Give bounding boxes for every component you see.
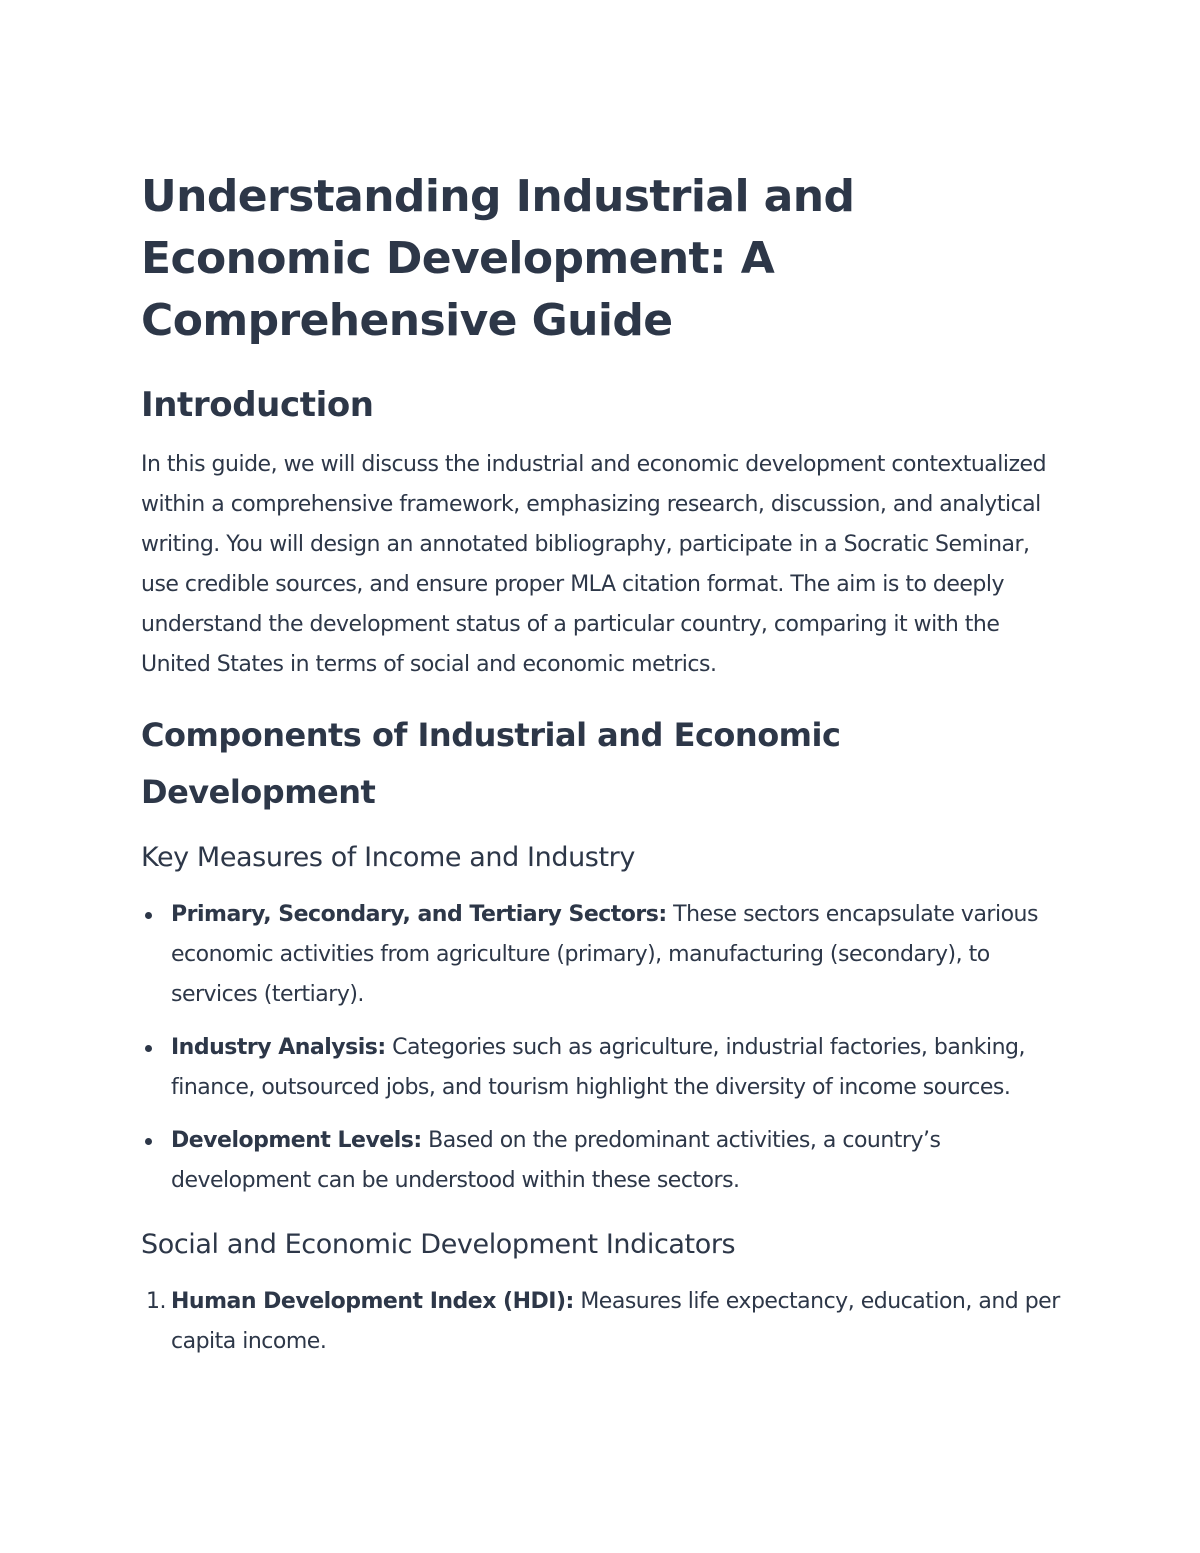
key-measures-heading: Key Measures of Income and Industry <box>141 842 635 873</box>
list-item-number: 1. <box>146 1289 166 1314</box>
indicators-list <box>141 1282 1071 1362</box>
list-item-term: Development Levels: <box>171 1128 422 1153</box>
key-measures-list <box>141 895 1071 1201</box>
document-page <box>141 166 1071 1362</box>
list-item-term: Industry Analysis: <box>171 1035 386 1060</box>
list-item <box>141 1028 1071 1108</box>
introduction-heading: Introduction <box>141 385 374 425</box>
list-item-text: These sectors encapsulate various economic activities from agriculture (primary), manufacturing (secondary), to services (tertiary). <box>171 902 1038 1007</box>
list-item-term: Human Development Index (HDI): <box>171 1289 574 1314</box>
components-heading: Components of Industrial and Economic Development <box>141 716 841 811</box>
introduction-paragraph: In this guide, we will discuss the industrial and economic development contextualized within a comprehensive framework, emphasizing research, discussion, and analytical writing. You will design an annotated bibliography, participate in a Socratic Seminar, use credible sources, and ensure proper MLA citation format. The aim is to deeply understand the development status of a particular country, comparing it with the United States in terms of social and economic metrics. <box>141 452 1047 677</box>
indicators-heading: Social and Economic Development Indicators <box>141 1229 736 1260</box>
list-item-text: Measures life expectancy, education, and per capita income. <box>171 1289 1060 1354</box>
list-item-text: Categories such as agriculture, industrial factories, banking, finance, outsourced jobs, and tourism highlight the diversity of income sources. <box>171 1035 1026 1100</box>
list-item-term: Primary, Secondary, and Tertiary Sectors: <box>171 902 667 927</box>
list-item <box>141 895 1071 1015</box>
page-title: Understanding Industrial and Economic Development: A Comprehensive Guide <box>141 171 855 346</box>
list-item <box>141 1121 1071 1201</box>
list-item-text: Based on the predominant activities, a country’s development can be understood within these sectors. <box>171 1128 941 1193</box>
list-item <box>141 1282 1071 1362</box>
